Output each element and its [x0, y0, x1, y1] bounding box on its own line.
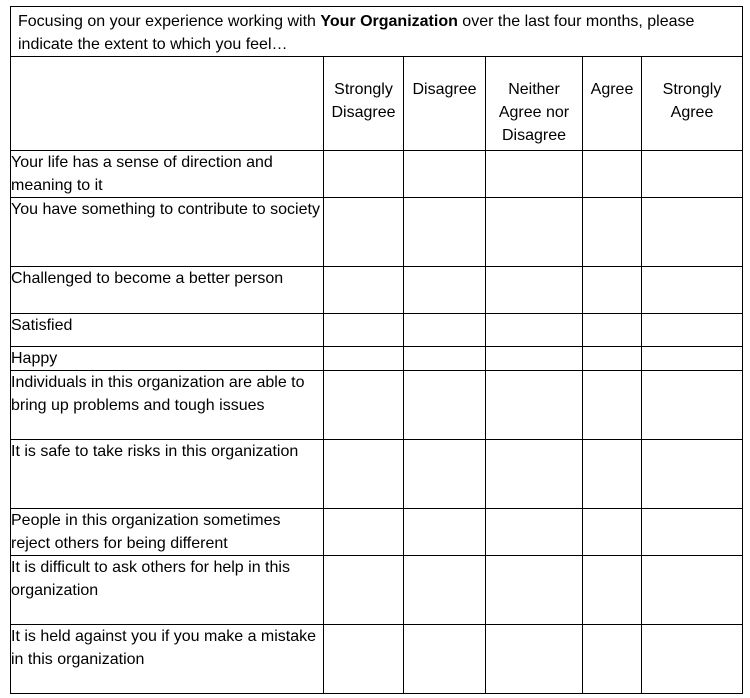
response-cell[interactable]: [583, 267, 642, 314]
response-cell[interactable]: [583, 198, 642, 267]
response-cell[interactable]: [324, 151, 404, 198]
response-cell[interactable]: [404, 509, 486, 556]
survey-table: [10, 6, 743, 694]
response-cell[interactable]: [583, 625, 642, 694]
response-cell[interactable]: [404, 267, 486, 314]
item-label: Challenged to become a better person: [11, 267, 324, 314]
response-cell[interactable]: [642, 314, 743, 347]
intro-row: [11, 7, 743, 57]
response-cell[interactable]: [486, 314, 583, 347]
table-row: [11, 347, 743, 371]
table-row: [11, 440, 743, 509]
table-row: [11, 556, 743, 625]
response-cell[interactable]: [642, 625, 743, 694]
response-cell[interactable]: [324, 625, 404, 694]
intro-after: over the last four months, please indicate the extent to which you feel…: [18, 13, 695, 53]
item-label: Individuals in this organization are able to bring up problems and tough issues: [11, 371, 324, 440]
response-cell[interactable]: [642, 556, 743, 625]
response-cell[interactable]: [324, 556, 404, 625]
item-label: People in this organization sometimes reject others for being different: [11, 509, 324, 556]
response-cell[interactable]: [642, 347, 743, 371]
table-row: [11, 625, 743, 694]
table-row: [11, 371, 743, 440]
response-cell[interactable]: [404, 314, 486, 347]
header-strongly-disagree: Strongly Disagree: [324, 57, 404, 151]
response-cell[interactable]: [642, 267, 743, 314]
header-blank: [11, 57, 324, 151]
intro-text: [11, 7, 743, 57]
item-label: It is difficult to ask others for help in this organization: [11, 556, 324, 625]
response-cell[interactable]: [583, 314, 642, 347]
item-label: Your life has a sense of direction and meaning to it: [11, 151, 324, 198]
response-cell[interactable]: [486, 371, 583, 440]
response-cell[interactable]: [404, 151, 486, 198]
response-cell[interactable]: [486, 556, 583, 625]
response-cell[interactable]: [486, 347, 583, 371]
response-cell[interactable]: [583, 509, 642, 556]
response-cell[interactable]: [404, 371, 486, 440]
item-label: It is safe to take risks in this organization: [11, 440, 324, 509]
header-agree: Agree: [583, 57, 642, 151]
header-disagree: Disagree: [404, 57, 486, 151]
response-cell[interactable]: [583, 371, 642, 440]
response-cell[interactable]: [486, 625, 583, 694]
response-cell[interactable]: [324, 347, 404, 371]
table-row: [11, 151, 743, 198]
header-strongly-agree: Strongly Agree: [642, 57, 743, 151]
response-cell[interactable]: [486, 509, 583, 556]
response-cell[interactable]: [404, 556, 486, 625]
table-row: [11, 509, 743, 556]
response-cell[interactable]: [486, 440, 583, 509]
header-neither: Neither Agree nor Disagree: [486, 57, 583, 151]
response-cell[interactable]: [583, 347, 642, 371]
response-cell[interactable]: [583, 151, 642, 198]
response-cell[interactable]: [583, 556, 642, 625]
response-cell[interactable]: [642, 440, 743, 509]
response-cell[interactable]: [486, 151, 583, 198]
table-row: [11, 267, 743, 314]
response-cell[interactable]: [324, 371, 404, 440]
response-cell[interactable]: [324, 267, 404, 314]
item-label: It is held against you if you make a mistake in this organization: [11, 625, 324, 694]
header-row: [11, 57, 743, 151]
intro-before: Focusing on your experience working with: [18, 13, 321, 30]
response-cell[interactable]: [642, 151, 743, 198]
table-row: [11, 314, 743, 347]
response-cell[interactable]: [324, 314, 404, 347]
intro-organization: Your Organization: [320, 13, 458, 30]
item-label: Satisfied: [11, 314, 324, 347]
response-cell[interactable]: [486, 198, 583, 267]
response-cell[interactable]: [324, 509, 404, 556]
response-cell[interactable]: [324, 440, 404, 509]
response-cell[interactable]: [404, 198, 486, 267]
response-cell[interactable]: [324, 198, 404, 267]
item-label: You have something to contribute to society: [11, 198, 324, 267]
response-cell[interactable]: [642, 371, 743, 440]
table-row: [11, 198, 743, 267]
response-cell[interactable]: [404, 440, 486, 509]
response-cell[interactable]: [642, 509, 743, 556]
response-cell[interactable]: [583, 440, 642, 509]
response-cell[interactable]: [404, 347, 486, 371]
response-cell[interactable]: [642, 198, 743, 267]
item-label: Happy: [11, 347, 324, 371]
response-cell[interactable]: [486, 267, 583, 314]
response-cell[interactable]: [404, 625, 486, 694]
